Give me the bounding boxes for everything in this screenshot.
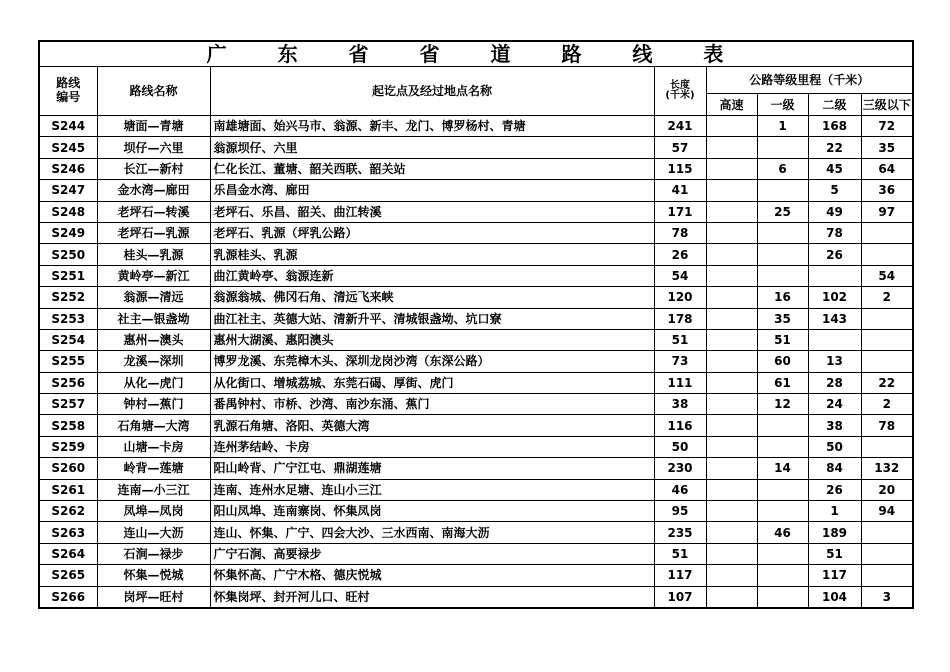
expressway-km-cell bbox=[706, 436, 757, 457]
route-stops-cell: 阳山凤埠、连南寨岗、怀集凤岗 bbox=[210, 501, 654, 522]
grade3-km-cell bbox=[861, 565, 913, 586]
route-code-cell: S252 bbox=[39, 287, 97, 308]
route-name-cell: 社主—银盏坳 bbox=[97, 308, 210, 329]
header-grade2: 二级 bbox=[808, 94, 861, 116]
route-code-cell: S248 bbox=[39, 201, 97, 222]
route-stops-cell: 怀集怀高、广宁木格、德庆悦城 bbox=[210, 565, 654, 586]
grade1-km-cell: 6 bbox=[757, 158, 808, 179]
table-row bbox=[39, 287, 913, 308]
table-row bbox=[39, 222, 913, 243]
route-code-cell: S261 bbox=[39, 479, 97, 500]
table-row bbox=[39, 372, 913, 393]
table-row bbox=[39, 158, 913, 179]
grade1-km-cell: 14 bbox=[757, 458, 808, 479]
route-code-cell: S245 bbox=[39, 137, 97, 158]
route-length-cell: 120 bbox=[654, 287, 706, 308]
table-row bbox=[39, 329, 913, 350]
route-length-cell: 78 bbox=[654, 222, 706, 243]
grade1-km-cell: 46 bbox=[757, 522, 808, 543]
table-row bbox=[39, 543, 913, 564]
expressway-km-cell bbox=[706, 543, 757, 564]
grade3-km-cell: 64 bbox=[861, 158, 913, 179]
route-stops-cell: 广宁石涧、高要禄步 bbox=[210, 543, 654, 564]
route-length-cell: 111 bbox=[654, 372, 706, 393]
route-name-cell: 石涧—禄步 bbox=[97, 543, 210, 564]
header-name: 路线名称 bbox=[97, 67, 210, 116]
route-code-cell: S253 bbox=[39, 308, 97, 329]
grade1-km-cell: 60 bbox=[757, 351, 808, 372]
grade2-km-cell: 50 bbox=[808, 436, 861, 457]
table-row bbox=[39, 479, 913, 500]
grade1-km-cell bbox=[757, 479, 808, 500]
route-code-cell: S259 bbox=[39, 436, 97, 457]
table-row bbox=[39, 522, 913, 543]
route-code-cell: S266 bbox=[39, 586, 97, 608]
table-row bbox=[39, 586, 913, 608]
grade3-km-cell: 36 bbox=[861, 180, 913, 201]
route-stops-cell: 南雄塘面、始兴马市、翁源、新丰、龙门、博罗杨村、青塘 bbox=[210, 116, 654, 137]
route-name-cell: 岭背—莲塘 bbox=[97, 458, 210, 479]
route-length-cell: 107 bbox=[654, 586, 706, 608]
grade3-km-cell: 3 bbox=[861, 586, 913, 608]
route-length-cell: 41 bbox=[654, 180, 706, 201]
grade2-km-cell: 26 bbox=[808, 244, 861, 265]
table-title: 广 东 省 省 道 路 线 表 bbox=[39, 41, 913, 67]
expressway-km-cell bbox=[706, 329, 757, 350]
header-grade1: 一级 bbox=[757, 94, 808, 116]
route-length-cell: 171 bbox=[654, 201, 706, 222]
route-name-cell: 钟村—蕉门 bbox=[97, 394, 210, 415]
grade2-km-cell: 24 bbox=[808, 394, 861, 415]
grade2-km-cell: 143 bbox=[808, 308, 861, 329]
route-name-cell: 龙溪—深圳 bbox=[97, 351, 210, 372]
grade1-km-cell: 1 bbox=[757, 116, 808, 137]
route-code-cell: S250 bbox=[39, 244, 97, 265]
route-code-cell: S254 bbox=[39, 329, 97, 350]
expressway-km-cell bbox=[706, 244, 757, 265]
route-length-cell: 115 bbox=[654, 158, 706, 179]
grade1-km-cell: 16 bbox=[757, 287, 808, 308]
route-stops-cell: 乳源石角塘、洛阳、英德大湾 bbox=[210, 415, 654, 436]
route-code-cell: S249 bbox=[39, 222, 97, 243]
route-code-cell: S244 bbox=[39, 116, 97, 137]
grade2-km-cell: 189 bbox=[808, 522, 861, 543]
expressway-km-cell bbox=[706, 308, 757, 329]
grade2-km-cell: 78 bbox=[808, 222, 861, 243]
grade1-km-cell: 25 bbox=[757, 201, 808, 222]
grade1-km-cell: 12 bbox=[757, 394, 808, 415]
route-code-cell: S255 bbox=[39, 351, 97, 372]
table-row bbox=[39, 565, 913, 586]
route-code-cell: S262 bbox=[39, 501, 97, 522]
grade2-km-cell: 168 bbox=[808, 116, 861, 137]
expressway-km-cell bbox=[706, 158, 757, 179]
header-expressway: 高速 bbox=[706, 94, 757, 116]
table-row bbox=[39, 351, 913, 372]
grade3-km-cell bbox=[861, 436, 913, 457]
grade1-km-cell bbox=[757, 565, 808, 586]
grade1-km-cell bbox=[757, 436, 808, 457]
expressway-km-cell bbox=[706, 137, 757, 158]
route-length-cell: 73 bbox=[654, 351, 706, 372]
grade1-km-cell bbox=[757, 543, 808, 564]
route-name-cell: 惠州—澳头 bbox=[97, 329, 210, 350]
grade1-km-cell bbox=[757, 415, 808, 436]
route-name-cell: 岗坪—旺村 bbox=[97, 586, 210, 608]
route-length-cell: 51 bbox=[654, 543, 706, 564]
route-code-cell: S265 bbox=[39, 565, 97, 586]
grade1-km-cell bbox=[757, 586, 808, 608]
route-table bbox=[38, 40, 914, 609]
route-name-cell: 凤埠—凤岗 bbox=[97, 501, 210, 522]
route-stops-cell: 乳源桂头、乳源 bbox=[210, 244, 654, 265]
route-name-cell: 黄岭亭—新江 bbox=[97, 265, 210, 286]
grade2-km-cell: 49 bbox=[808, 201, 861, 222]
grade3-km-cell bbox=[861, 244, 913, 265]
header-length-text: 长度 (千米) bbox=[665, 79, 695, 101]
grade2-km-cell: 104 bbox=[808, 586, 861, 608]
route-name-cell: 翁源—清远 bbox=[97, 287, 210, 308]
route-table-sheet bbox=[38, 40, 912, 609]
table-row bbox=[39, 501, 913, 522]
grade2-km-cell: 102 bbox=[808, 287, 861, 308]
route-stops-cell: 仁化长江、董塘、韶关西联、韶关站 bbox=[210, 158, 654, 179]
grade2-km-cell: 26 bbox=[808, 479, 861, 500]
route-name-cell: 连南—小三江 bbox=[97, 479, 210, 500]
route-code-cell: S257 bbox=[39, 394, 97, 415]
route-stops-cell: 连山、怀集、广宁、四会大沙、三水西南、南海大沥 bbox=[210, 522, 654, 543]
table-row bbox=[39, 436, 913, 457]
route-length-cell: 26 bbox=[654, 244, 706, 265]
grade3-km-cell bbox=[861, 329, 913, 350]
grade2-km-cell: 28 bbox=[808, 372, 861, 393]
expressway-km-cell bbox=[706, 394, 757, 415]
expressway-km-cell bbox=[706, 222, 757, 243]
expressway-km-cell bbox=[706, 415, 757, 436]
grade2-km-cell bbox=[808, 265, 861, 286]
grade3-km-cell: 35 bbox=[861, 137, 913, 158]
grade1-km-cell: 51 bbox=[757, 329, 808, 350]
grade3-km-cell bbox=[861, 522, 913, 543]
grade1-km-cell bbox=[757, 501, 808, 522]
table-row bbox=[39, 458, 913, 479]
route-name-cell: 金水湾—廊田 bbox=[97, 180, 210, 201]
table-row bbox=[39, 415, 913, 436]
route-code-cell: S264 bbox=[39, 543, 97, 564]
route-name-cell: 怀集—悦城 bbox=[97, 565, 210, 586]
grade3-km-cell bbox=[861, 222, 913, 243]
route-name-cell: 连山—大沥 bbox=[97, 522, 210, 543]
route-stops-cell: 翁源翁城、佛冈石角、清远飞来峡 bbox=[210, 287, 654, 308]
route-name-cell: 石角塘—大湾 bbox=[97, 415, 210, 436]
route-stops-cell: 曲江社主、英德大站、清新升平、清城银盏坳、坑口寮 bbox=[210, 308, 654, 329]
expressway-km-cell bbox=[706, 201, 757, 222]
route-length-cell: 51 bbox=[654, 329, 706, 350]
expressway-km-cell bbox=[706, 265, 757, 286]
grade1-km-cell bbox=[757, 180, 808, 201]
grade1-km-cell bbox=[757, 244, 808, 265]
route-length-cell: 38 bbox=[654, 394, 706, 415]
expressway-km-cell bbox=[706, 479, 757, 500]
expressway-km-cell bbox=[706, 372, 757, 393]
route-stops-cell: 老坪石、乐昌、韶关、曲江转溪 bbox=[210, 201, 654, 222]
grade3-km-cell bbox=[861, 543, 913, 564]
route-code-cell: S256 bbox=[39, 372, 97, 393]
grade2-km-cell: 84 bbox=[808, 458, 861, 479]
grade3-km-cell: 94 bbox=[861, 501, 913, 522]
grade3-km-cell: 78 bbox=[861, 415, 913, 436]
grade2-km-cell: 51 bbox=[808, 543, 861, 564]
expressway-km-cell bbox=[706, 287, 757, 308]
route-stops-cell: 从化街口、增城荔城、东莞石碣、厚街、虎门 bbox=[210, 372, 654, 393]
route-length-cell: 235 bbox=[654, 522, 706, 543]
route-code-cell: S263 bbox=[39, 522, 97, 543]
header-grade3: 三级以下 bbox=[861, 94, 913, 116]
header-length bbox=[654, 67, 706, 116]
table-row bbox=[39, 308, 913, 329]
route-stops-cell: 惠州大湖溪、惠阳澳头 bbox=[210, 329, 654, 350]
expressway-km-cell bbox=[706, 565, 757, 586]
grade1-km-cell bbox=[757, 137, 808, 158]
table-row bbox=[39, 244, 913, 265]
route-length-cell: 117 bbox=[654, 565, 706, 586]
route-code-cell: S246 bbox=[39, 158, 97, 179]
table-body bbox=[39, 116, 913, 608]
grade3-km-cell: 97 bbox=[861, 201, 913, 222]
expressway-km-cell bbox=[706, 180, 757, 201]
grade3-km-cell: 2 bbox=[861, 394, 913, 415]
table-row bbox=[39, 265, 913, 286]
route-length-cell: 178 bbox=[654, 308, 706, 329]
grade3-km-cell: 22 bbox=[861, 372, 913, 393]
expressway-km-cell bbox=[706, 501, 757, 522]
route-length-cell: 54 bbox=[654, 265, 706, 286]
route-name-cell: 老坪石—转溪 bbox=[97, 201, 210, 222]
grade1-km-cell bbox=[757, 222, 808, 243]
route-length-cell: 57 bbox=[654, 137, 706, 158]
expressway-km-cell bbox=[706, 116, 757, 137]
route-stops-cell: 连州茅结岭、卡房 bbox=[210, 436, 654, 457]
grade3-km-cell: 54 bbox=[861, 265, 913, 286]
route-stops-cell: 乐昌金水湾、廊田 bbox=[210, 180, 654, 201]
route-name-cell: 桂头—乳源 bbox=[97, 244, 210, 265]
route-name-cell: 坝仔—六里 bbox=[97, 137, 210, 158]
route-stops-cell: 番禺钟村、市桥、沙湾、南沙东涌、蕉门 bbox=[210, 394, 654, 415]
grade3-km-cell: 20 bbox=[861, 479, 913, 500]
grade1-km-cell bbox=[757, 265, 808, 286]
route-name-cell: 长江—新村 bbox=[97, 158, 210, 179]
grade1-km-cell: 61 bbox=[757, 372, 808, 393]
route-length-cell: 116 bbox=[654, 415, 706, 436]
grade2-km-cell: 13 bbox=[808, 351, 861, 372]
route-length-cell: 230 bbox=[654, 458, 706, 479]
expressway-km-cell bbox=[706, 586, 757, 608]
grade3-km-cell: 2 bbox=[861, 287, 913, 308]
grade3-km-cell: 132 bbox=[861, 458, 913, 479]
grade3-km-cell: 72 bbox=[861, 116, 913, 137]
grade2-km-cell: 22 bbox=[808, 137, 861, 158]
table-row bbox=[39, 201, 913, 222]
grade2-km-cell: 45 bbox=[808, 158, 861, 179]
grade3-km-cell bbox=[861, 351, 913, 372]
route-stops-cell: 翁源坝仔、六里 bbox=[210, 137, 654, 158]
route-length-cell: 46 bbox=[654, 479, 706, 500]
route-name-cell: 山塘—卡房 bbox=[97, 436, 210, 457]
route-name-cell: 老坪石—乳源 bbox=[97, 222, 210, 243]
route-name-cell: 从化—虎门 bbox=[97, 372, 210, 393]
header-code bbox=[39, 67, 97, 116]
table-row bbox=[39, 137, 913, 158]
table-row bbox=[39, 394, 913, 415]
header-route: 起讫点及经过地点名称 bbox=[210, 67, 654, 116]
grade2-km-cell: 1 bbox=[808, 501, 861, 522]
table-row bbox=[39, 180, 913, 201]
route-code-cell: S247 bbox=[39, 180, 97, 201]
route-code-cell: S260 bbox=[39, 458, 97, 479]
route-stops-cell: 曲江黄岭亭、翁源连新 bbox=[210, 265, 654, 286]
grade2-km-cell: 117 bbox=[808, 565, 861, 586]
header-grade-group: 公路等级里程（千米） bbox=[706, 67, 913, 94]
expressway-km-cell bbox=[706, 458, 757, 479]
table-row bbox=[39, 116, 913, 137]
grade2-km-cell: 5 bbox=[808, 180, 861, 201]
header-code-text: 路线 编号 bbox=[56, 76, 81, 104]
grade1-km-cell: 35 bbox=[757, 308, 808, 329]
route-length-cell: 50 bbox=[654, 436, 706, 457]
grade2-km-cell bbox=[808, 329, 861, 350]
route-stops-cell: 连南、连州水足塘、连山小三江 bbox=[210, 479, 654, 500]
route-stops-cell: 阳山岭背、广宁江屯、鼎湖莲塘 bbox=[210, 458, 654, 479]
route-stops-cell: 怀集岗坪、封开河儿口、旺村 bbox=[210, 586, 654, 608]
expressway-km-cell bbox=[706, 522, 757, 543]
expressway-km-cell bbox=[706, 351, 757, 372]
route-length-cell: 95 bbox=[654, 501, 706, 522]
grade2-km-cell: 38 bbox=[808, 415, 861, 436]
route-length-cell: 241 bbox=[654, 116, 706, 137]
grade3-km-cell bbox=[861, 308, 913, 329]
route-code-cell: S258 bbox=[39, 415, 97, 436]
route-stops-cell: 博罗龙溪、东莞樟木头、深圳龙岗沙湾（东深公路） bbox=[210, 351, 654, 372]
route-stops-cell: 老坪石、乳源（坪乳公路） bbox=[210, 222, 654, 243]
route-name-cell: 塘面—青塘 bbox=[97, 116, 210, 137]
route-code-cell: S251 bbox=[39, 265, 97, 286]
